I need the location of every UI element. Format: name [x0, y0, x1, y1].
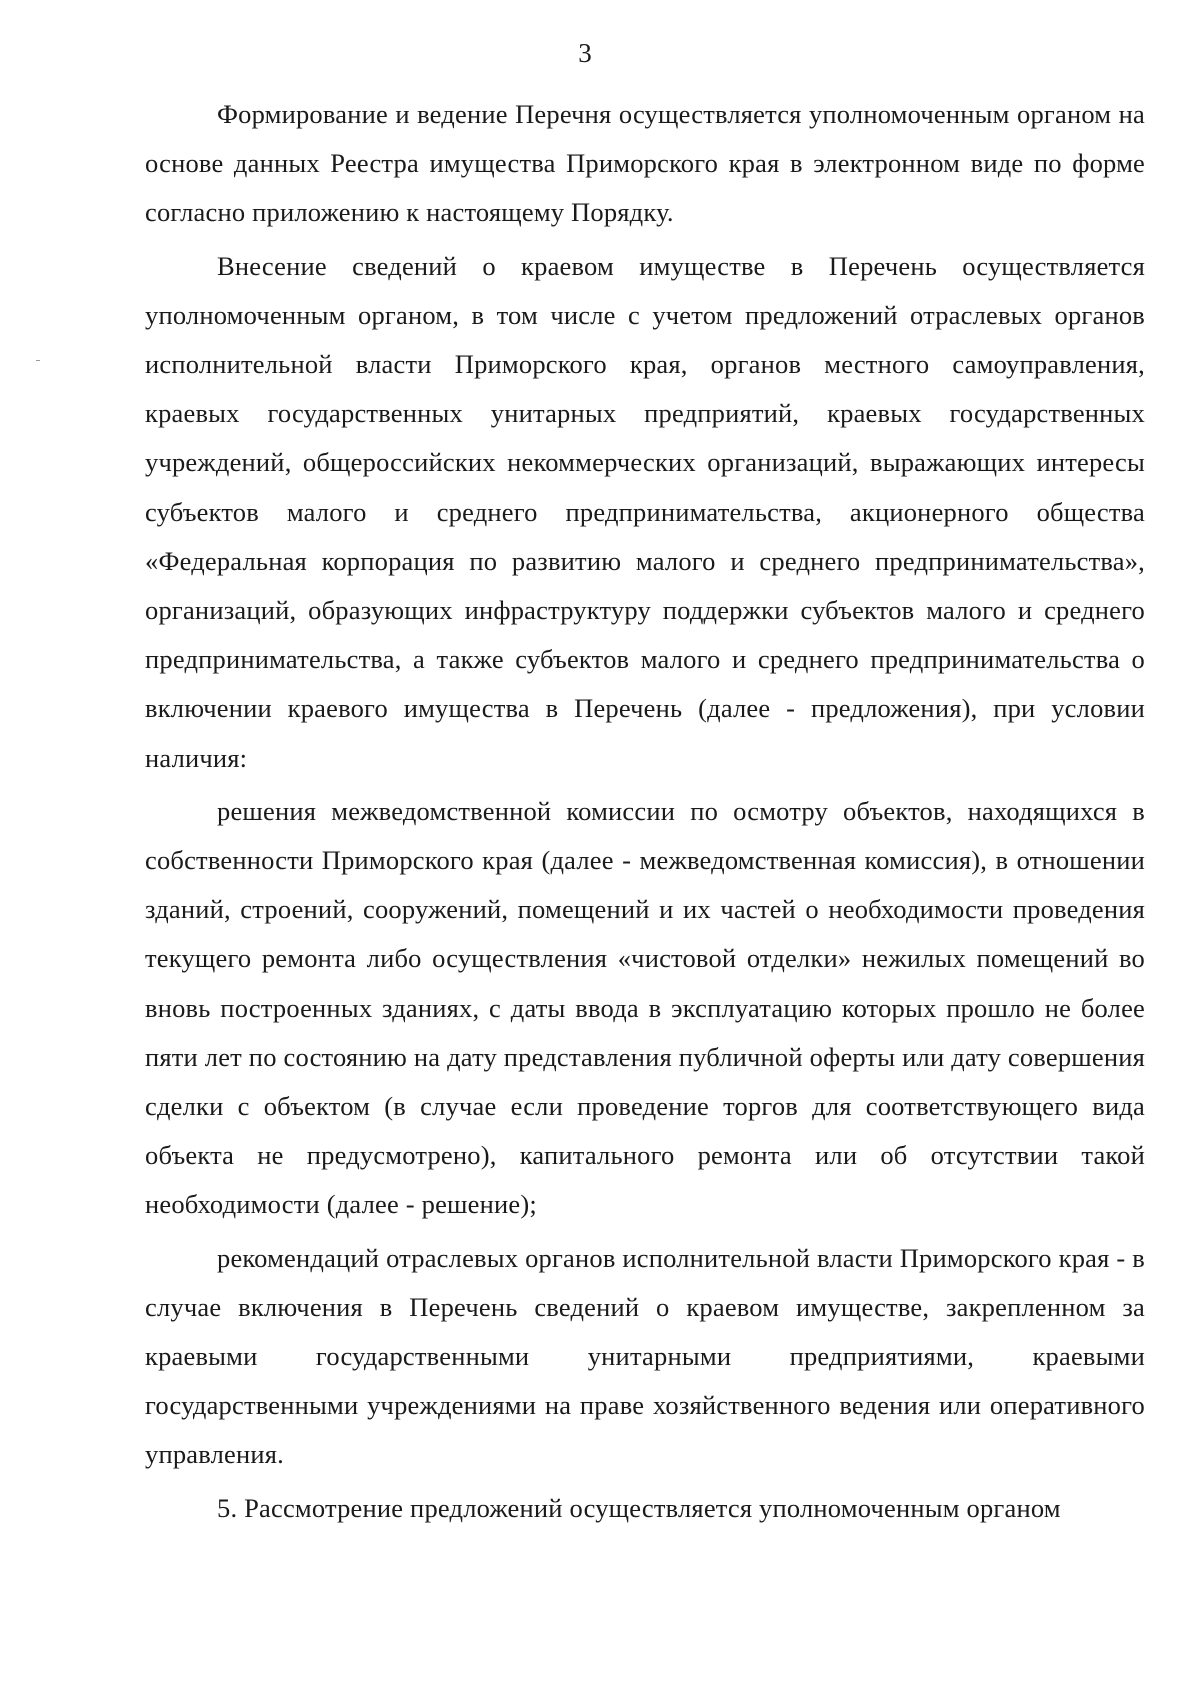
document-body	[145, 90, 1145, 1537]
paragraph-commission-decision: решения межведомственной комиссии по осмотру объектов, находящихся в собственности Приморского края (далее - межведомственная комиссия), в отношении зданий, строений, сооружений, помещений и их частей о необходимости проведения текущего ремонта либо осуществления «чистовой отделки» нежилых помещений во вновь построенных зданиях, с даты ввода в эксплуатацию которых прошло не более пяти лет по состоянию на дату представления публичной оферты или дату совершения сделки с объектом (в случае если проведение торгов для соответствующего вида объекта не предусмотрено), капитального ремонта или об отсутствии такой необходимости (далее - решение);	[145, 795, 1145, 1220]
scan-artifact	[36, 360, 40, 361]
paragraph-perechen-formation: Формирование и ведение Перечня осуществляется уполномоченным органом на основе данных Реестра имущества Приморского края в электронном виде по форме согласно приложению к настоящему Порядку.	[145, 99, 1145, 228]
paragraph-item-5: 5. Рассмотрение предложений осуществляется уполномоченным органом	[217, 1492, 1061, 1523]
page-number: 3	[578, 38, 592, 68]
paragraph-inclusion-conditions: Внесение сведений о краевом имуществе в Перечень осуществляется уполномоченным органом, в том числе с учетом предложений отраслевых органов исполнительной власти Приморского края, органов местного самоуправления, краевых государственных унитарных предприятий, краевых государственных учреждений, общероссийских некоммерческих организаций, выражающих интересы субъектов малого и среднего предпринимательства, акционерного общества «Федеральная корпорация по развитию малого и среднего предпринимательства», организаций, образующих инфраструктуру поддержки субъектов малого и среднего предпринимательства, а также субъектов малого и среднего предпринимательства о включении краевого имущества в Перечень (далее - предложения), при условии наличия:	[145, 250, 1145, 773]
paragraph-recommendations: рекомендаций отраслевых органов исполнительной власти Приморского края - в случае включения в Перечень сведений о краевом имуществе, закрепленном за краевыми государственными унитарными предприятиями, краевыми государственными учреждениями на праве хозяйственного ведения или оперативного управления.	[145, 1242, 1145, 1470]
